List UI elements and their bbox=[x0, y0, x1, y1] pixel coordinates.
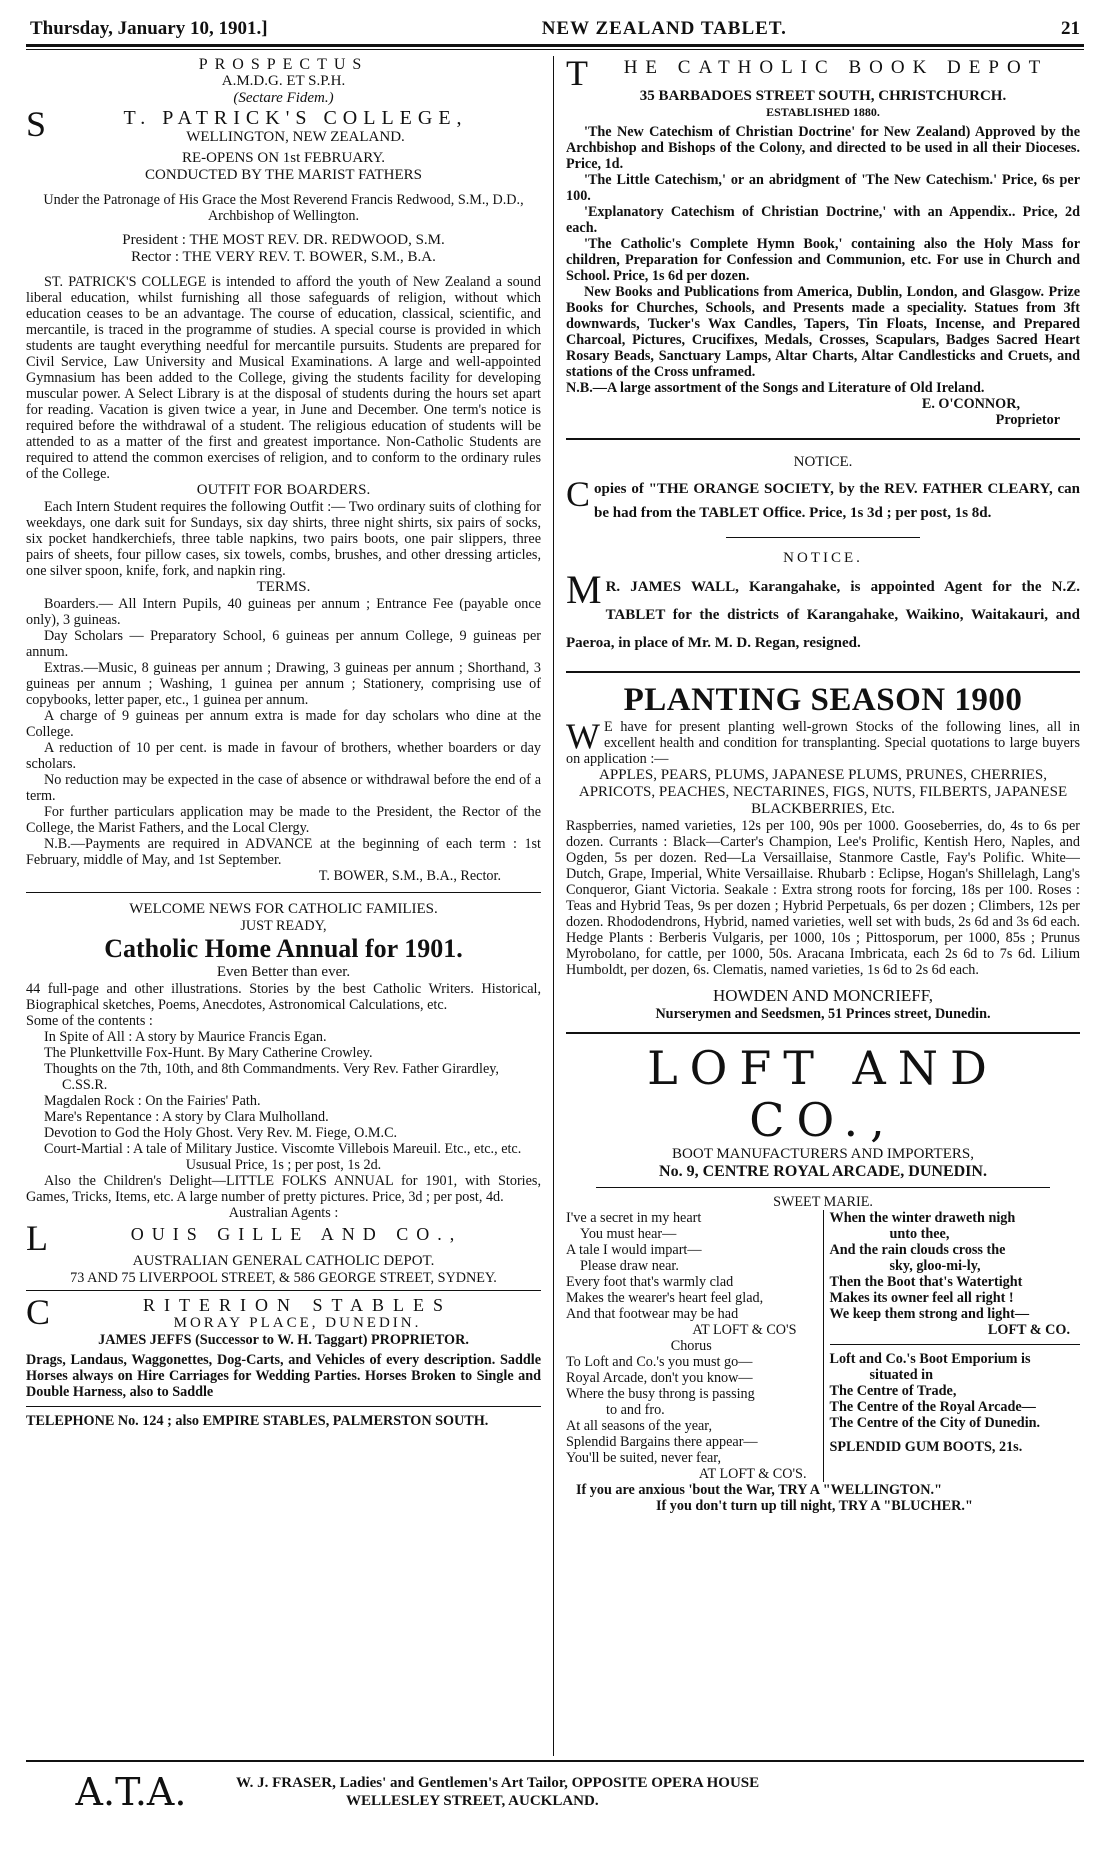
prospectus-motto: A.M.D.G. ET S.P.H. bbox=[221, 73, 346, 89]
song-line: Every foot that's warmly clad bbox=[566, 1274, 734, 1290]
depot-address: 73 AND 75 LIVERPOOL STREET, & 586 GEORGE STREET, SYDNEY. bbox=[70, 1270, 497, 1286]
prospectus-signature: T. BOWER, S.M., B.A., Rector. bbox=[318, 868, 501, 884]
planting-title: PLANTING SEASON 1900 bbox=[623, 682, 1023, 718]
page-header bbox=[26, 18, 1084, 44]
song-line: The Centre of the City of Dunedin. bbox=[829, 1415, 1041, 1431]
divider bbox=[726, 537, 920, 538]
loft-and-co-ad bbox=[566, 1042, 1080, 1514]
terms-item: A charge of 9 guineas per annum extra is made for day scholars who dine at the College. bbox=[26, 708, 541, 740]
contents-item: In Spite of All : A story by Maurice Francis Egan. bbox=[44, 1029, 327, 1045]
outfit-heading: OUTFIT FOR BOARDERS. bbox=[196, 482, 371, 498]
book-depot-item: 'The Little Catechism,' or an abridgment of 'The New Catechism.' Price, 6s per 100. bbox=[566, 172, 1080, 204]
gille-title-block bbox=[26, 1221, 541, 1253]
contents-item: Devotion to God the Holy Ghost. Very Rev. M. Fiege, O.M.C. bbox=[44, 1125, 398, 1141]
prospectus-body: ST. PATRICK'S COLLEGE is intended to afford the youth of New Zealand a sound liberal education, whilst furnishing all those safeguards of religion, without which education ceases to be an advantage. The course of education, classical, scientific, and mercantile, is traced in the programme of studies. A special course is provided in which students are taught everything needful for mercantile pursuits. Students are prepared for Civil Service, Law University and Musical Examinations. A large and well-appointed Gymnasium has been added to the College, giving the students facility for developing muscular power. A Select Library is at the disposal of students during the hours set apart for reading. Vacation is given twice a year, in June and December. One term's notice is required before the withdrawal of a student. The religious education of students will be attended to as a matter of the first and greatest importance. Non-Catholic Students are required to attend the common exercises of religion, and to conform to the ordinary rules of the College. bbox=[26, 274, 541, 482]
conducted-line: CONDUCTED BY THE MARIST FATHERS bbox=[145, 167, 422, 183]
divider bbox=[566, 438, 1080, 440]
song-line: I've a secret in my heart bbox=[566, 1210, 702, 1226]
song-line: Makes its owner feel all right ! bbox=[829, 1290, 1014, 1306]
book-depot-item: 'Explanatory Catechism of Christian Doctrine,' with an Appendix.. Price, 2d each. bbox=[566, 204, 1080, 236]
book-depot-nb: N.B.—A large assortment of the Songs and Literature of Old Ireland. bbox=[566, 380, 985, 396]
song-line: unto thee, bbox=[889, 1226, 950, 1242]
contents-item: Court-Martial : A tale of Military Justice. Viscomte Villebois Mareuil. Etc., etc., etc. bbox=[44, 1141, 522, 1157]
terms-item: For further particulars application may be made to the President, the Rector of the College, the Marist Fathers, and the Local Clergy. bbox=[26, 804, 541, 836]
header-date: Thursday, January 10, 1901.] bbox=[30, 18, 268, 39]
song-line: A tale I would impart— bbox=[566, 1242, 702, 1258]
book-depot-title-block bbox=[566, 56, 1080, 88]
criterion-body: Drags, Landaus, Waggonettes, Dog-Carts, and Vehicles of every description. Saddle Horses always on Hire Carriages for Wedding Parties. Horses Broken to Single and Double Harness, also to Saddle bbox=[26, 1352, 541, 1400]
song-line: You must hear— bbox=[580, 1226, 677, 1242]
annual-description: 44 full-page and other illustrations. Stories by the best Catholic Writers. Historical, Biographical sketches, Poems, Anecdotes, Astronomical Calculations, etc. bbox=[26, 981, 541, 1013]
notice-body: R. JAMES WALL, Karangahake, is appointed Agent for the N.Z. TABLET for the districts of Karangahake, Waikino, Waitakauri, and Paeroa, in place of Mr. M. D. Regan, resigned. bbox=[566, 579, 1080, 651]
song-line: to and fro. bbox=[606, 1402, 665, 1418]
annual-also: Also the Children's Delight—LITTLE FOLKS ANNUAL for 1901, with Stories, Games, Tricks, Items, etc. A large number of pretty pictures. Price, 3d ; per post, 4d. bbox=[26, 1173, 541, 1205]
notice-initial: C bbox=[566, 477, 591, 514]
gille-title: OUIS GILLE AND CO., bbox=[130, 1224, 463, 1244]
book-depot-established: ESTABLISHED 1880. bbox=[766, 105, 880, 119]
song-line: The Centre of Trade, bbox=[829, 1383, 957, 1399]
notice-body-block bbox=[566, 477, 1080, 525]
header-rule bbox=[26, 44, 1084, 47]
criterion-stables-ad bbox=[26, 1295, 541, 1429]
book-depot-item: 'The New Catechism of Christian Doctrine' for New Zealand) Approved by the Archbishop and Bishops of the Colony, and directed to be used in all their Dioceses. Price, 1d. bbox=[566, 124, 1080, 172]
planting-rest: Raspberries, named varieties, 12s per 100, 90s per 1000. Gooseberries, do, 4s to 6s per dozen. Currants : Black—Carter's Champion, Lee's Prolific, Kentish Hero, Naples, and Ogden, 5s per dozen. Red—La Versaillaise, Stanmore Castle, Fay's Polific. White—Dutch, Grape, Imperial, White Versaillaise. Rhubarb : Eclipse, Hogan's Shillelagh, Lang's Conqueror, Giant Victoria. Seakale : Extra strong roots for forcing, 18s per 100. Roses : Teas and Hybrid Teas, 9s per dozen ; Hybrid Perpetuals, 6s per dozen ; Climbers, 12s per dozen. Rhododendrons, Hybrid, named varieties, well set with buds, 2s 6d and 3s 6d each. Hedge Plants : Berberis Vulgaris, per 1000, 10s ; Pittosporum, per 1000, 85s ; Prunus Myrobolano, for cattle, per 1000, 50s. Aracana Imbricata, each 2s 6d to 7s 6d. Lilium Humboldt, per dozen, 6s. Clematis, named varieties, 1s 6d to 2s 6d each. bbox=[566, 818, 1080, 978]
prospectus-latin: (Sectare Fidem.) bbox=[233, 90, 334, 106]
header-rule-thin bbox=[26, 49, 1084, 50]
college-city: WELLINGTON, NEW ZEALAND. bbox=[186, 129, 405, 145]
book-depot-signature: E. O'CONNOR, bbox=[921, 396, 1020, 412]
welcome-line: WELCOME NEWS FOR CATHOLIC FAMILIES. bbox=[129, 901, 438, 917]
patronage-line: Under the Patronage of His Grace the Most Reverend Francis Redwood, S.M., D.D., Archbishop of Wellington. bbox=[43, 192, 524, 224]
fraser-ad bbox=[236, 1774, 759, 1810]
divider bbox=[566, 1032, 1080, 1034]
depot-line: AUSTRALIAN GENERAL CATHOLIC DEPOT. bbox=[132, 1253, 435, 1269]
rector-line: Rector : THE VERY REV. T. BOWER, S.M., B.A. bbox=[131, 249, 436, 265]
loft-war-line: If you are anxious 'bout the War, TRY A "WELLINGTON." bbox=[576, 1482, 942, 1498]
song-line: When the winter draweth nigh bbox=[829, 1210, 1016, 1226]
terms-item: No reduction may be expected in the case of absence or withdrawal before the end of a term. bbox=[26, 772, 541, 804]
contents-item: Mare's Repentance : A story by Clara Mulholland. bbox=[44, 1109, 329, 1125]
reopens-line: RE-OPENS ON 1st FEBRUARY. bbox=[181, 150, 386, 166]
president-line: President : THE MOST REV. DR. REDWOOD, S.M. bbox=[122, 232, 445, 248]
criterion-initial: C bbox=[26, 1295, 51, 1332]
planting-season-ad bbox=[566, 681, 1080, 1022]
planting-list: APPLES, PEARS, PLUMS, JAPANESE PLUMS, PRUNES, CHERRIES, APRICOTS, PEACHES, NECTARINES, FIGS, NUTS, FILBERTS, JAPANESE BLACKBERRIES, Etc. bbox=[578, 767, 1068, 817]
song-line: You'll be suited, never fear, bbox=[566, 1450, 721, 1466]
agents-heading: Australian Agents : bbox=[228, 1205, 339, 1221]
page-footer-ad bbox=[26, 1760, 1084, 1814]
book-depot-street: 35 BARBADOES STREET SOUTH, CHRISTCHURCH. bbox=[639, 88, 1007, 104]
notice-initial: M bbox=[566, 573, 602, 612]
annual-title: Catholic Home Annual for 1901. bbox=[104, 934, 463, 963]
song-line: Loft and Co.'s Boot Emporium is bbox=[829, 1351, 1031, 1367]
gille-initial: L bbox=[26, 1221, 48, 1253]
notice-agent bbox=[566, 550, 1080, 657]
book-depot-item: New Books and Publications from America, Dublin, London, and Glasgow. Prize Books for Churches, Schools, and Presents made a speciality. Statues from 3ft downwards, Tucker's Wax Candles, Tapers, Tin Floats, Incense, and Prepared Charcoal, Pictures, Crucifixes, Medals, Crosses, Scapulars, Badges Sacred Heart Rosary Beads, Sanctuary Lamps, Altar Charts, Altar Candlesticks and Cruets, and stations of the Cross unframed. bbox=[566, 284, 1080, 380]
college-title-block bbox=[26, 107, 541, 146]
notice-heading: NOTICE. bbox=[783, 550, 863, 566]
divider bbox=[566, 671, 1080, 673]
contents-item: Magdalen Rock : On the Fairies' Path. bbox=[44, 1093, 261, 1109]
loft-address: No. 9, CENTRE ROYAL ARCADE, DUNEDIN. bbox=[659, 1163, 987, 1180]
criterion-proprietor: JAMES JEFFS (Successor to W. H. Taggart) PROPRIETOR. bbox=[98, 1332, 469, 1348]
prospectus-heading: PROSPECTUS bbox=[198, 56, 369, 73]
loft-subtitle: BOOT MANUFACTURERS AND IMPORTERS, bbox=[672, 1146, 974, 1162]
song-line: Then the Boot that's Watertight bbox=[829, 1274, 1023, 1290]
gum-boots-line: SPLENDID GUM BOOTS, 21s. bbox=[829, 1439, 1023, 1455]
criterion-place: MORAY PLACE, DUNEDIN. bbox=[173, 1315, 422, 1331]
header-title: NEW ZEALAND TABLET. bbox=[541, 18, 787, 39]
loft-night-line: If you don't turn up till night, TRY A "BLUCHER." bbox=[656, 1498, 973, 1514]
planting-initial: W bbox=[566, 719, 600, 756]
song-line: Makes the wearer's heart feel glad, bbox=[566, 1290, 764, 1306]
song-line: Splendid Bargains there appear— bbox=[566, 1434, 758, 1450]
song-line: We keep them strong and light— bbox=[829, 1306, 1030, 1322]
header-page-number: 21 bbox=[1061, 18, 1080, 39]
song-line: Please draw near. bbox=[580, 1258, 679, 1274]
terms-item: Extras.—Music, 8 guineas per annum ; Drawing, 3 guineas per annum ; Shorthand, 3 guineas per annum ; Washing, 1 guinea per annum ; Stationery, comprising use of copybooks, letter paper, etc., 1 guinea per annum. bbox=[26, 660, 541, 708]
just-ready: JUST READY, bbox=[240, 918, 327, 934]
outfit-body: Each Intern Student requires the following Outfit :— Two ordinary suits of clothing for weekdays, one dark suit for Sundays, six day shirts, three night shirts, six pairs of socks, six pocket handkerchiefs, three table napkins, two pairs boots, one pair slippers, three pairs of sheets, four pillow cases, six towels, combs, brushes, and other dressing articles, one silver spoon, knife, fork, and napkin ring. bbox=[26, 499, 541, 579]
planting-firm-address: Nurserymen and Seedsmen, 51 Princes street, Dunedin. bbox=[655, 1006, 991, 1022]
loft-song-right bbox=[824, 1210, 1081, 1482]
song-line: And that footwear may be had bbox=[566, 1306, 739, 1322]
song-line: To Loft and Co.'s you must go— bbox=[566, 1354, 753, 1370]
song-line: The Centre of the Royal Arcade— bbox=[829, 1399, 1036, 1415]
loft-song-title: SWEET MARIE. bbox=[773, 1194, 873, 1210]
criterion-title: RITERION STABLES bbox=[142, 1295, 453, 1315]
terms-item: N.B.—Payments are required in ADVANCE at the beginning of each term : 1st February, middle of May, and 1st September. bbox=[26, 836, 541, 868]
song-line: And the rain clouds cross the bbox=[829, 1242, 1006, 1258]
prospectus-ad bbox=[26, 56, 541, 884]
song-signature: LOFT & CO. bbox=[987, 1322, 1070, 1338]
planting-firm: HOWDEN AND MONCRIEFF, bbox=[712, 986, 934, 1005]
ata-logo: A.T.A. bbox=[75, 1770, 187, 1814]
annual-price: Ususual Price, 1s ; per post, 1s 2d. bbox=[185, 1157, 382, 1173]
divider bbox=[26, 892, 541, 893]
song-line: situated in bbox=[869, 1367, 933, 1383]
divider bbox=[26, 1290, 541, 1291]
right-column bbox=[553, 56, 1080, 1756]
criterion-title-block bbox=[26, 1295, 541, 1332]
loft-song bbox=[566, 1210, 1080, 1482]
left-column bbox=[26, 56, 553, 1756]
notice-body: opies of "THE ORANGE SOCIETY, by the REV. FATHER CLEARY, can be had from the TABLET Office. Price, 1s 3d ; per post, 1s 8d. bbox=[594, 481, 1080, 521]
contents-item: The Plunkettville Fox-Hunt. By Mary Catherine Crowley. bbox=[44, 1045, 373, 1061]
terms-item: Boarders.— All Intern Pupils, 40 guineas per annum ; Entrance Fee (payable once only), 3 guineas. bbox=[26, 596, 541, 628]
contents-item: Thoughts on the 7th, 10th, and 8th Commandments. Very Rev. Father Girardley, C.SS.R. bbox=[44, 1061, 499, 1093]
fraser-line-2: WELLESLEY STREET, AUCKLAND. bbox=[346, 1793, 599, 1809]
columns bbox=[26, 56, 1084, 1756]
book-depot-ad bbox=[566, 56, 1080, 428]
college-title: T. PATRICK'S COLLEGE, bbox=[123, 107, 468, 129]
song-line: Where the busy throng is passing bbox=[566, 1386, 755, 1402]
planting-body: E have for present planting well-grown Stocks of the following lines, all in excellent health and condition for transplanting. Special quotations to large buyers on application :— bbox=[566, 719, 1080, 767]
book-depot-title: HE CATHOLIC BOOK DEPOT bbox=[623, 57, 1049, 78]
planting-intro bbox=[566, 719, 1080, 767]
book-depot-item: 'The Catholic's Complete Hymn Book,' containing also the Holy Mass for children, Preparation for Confession and Communion, etc. For use in Church and School. Price, 1s 6d per dozen. bbox=[566, 236, 1080, 284]
annual-subtitle: Even Better than ever. bbox=[216, 964, 351, 980]
terms-heading: TERMS. bbox=[256, 579, 311, 595]
notice-body-block bbox=[566, 573, 1080, 657]
song-signature: AT LOFT & CO'S bbox=[692, 1322, 797, 1338]
contents-heading: Some of the contents : bbox=[26, 1013, 153, 1029]
song-chorus: Chorus bbox=[670, 1338, 712, 1354]
loft-title: LOFT AND CO., bbox=[647, 1041, 999, 1147]
song-line: Royal Arcade, don't you know— bbox=[566, 1370, 753, 1386]
notice-heading: NOTICE. bbox=[793, 454, 853, 470]
notice-orange-society bbox=[566, 454, 1080, 525]
book-depot-proprietor: Proprietor bbox=[995, 412, 1060, 428]
fraser-line-1: W. J. FRASER, Ladies' and Gentlemen's Art Tailor, OPPOSITE OPERA HOUSE bbox=[236, 1775, 760, 1791]
loft-song-left bbox=[566, 1210, 824, 1482]
terms-item: A reduction of 10 per cent. is made in favour of brothers, whether boarders or day scholars. bbox=[26, 740, 541, 772]
song-line: At all seasons of the year, bbox=[566, 1418, 712, 1434]
song-signature: AT LOFT & CO'S. bbox=[698, 1466, 807, 1482]
song-line: sky, gloo-mi-ly, bbox=[889, 1258, 981, 1274]
terms-item: Day Scholars — Preparatory School, 6 guineas per annum College, 9 guineas per annum. bbox=[26, 628, 541, 660]
college-initial: S bbox=[26, 107, 47, 144]
book-depot-initial: T bbox=[566, 56, 588, 88]
criterion-telephone: TELEPHONE No. 124 ; also EMPIRE STABLES, PALMERSTON SOUTH. bbox=[26, 1413, 489, 1429]
catholic-annual-ad bbox=[26, 901, 541, 1286]
